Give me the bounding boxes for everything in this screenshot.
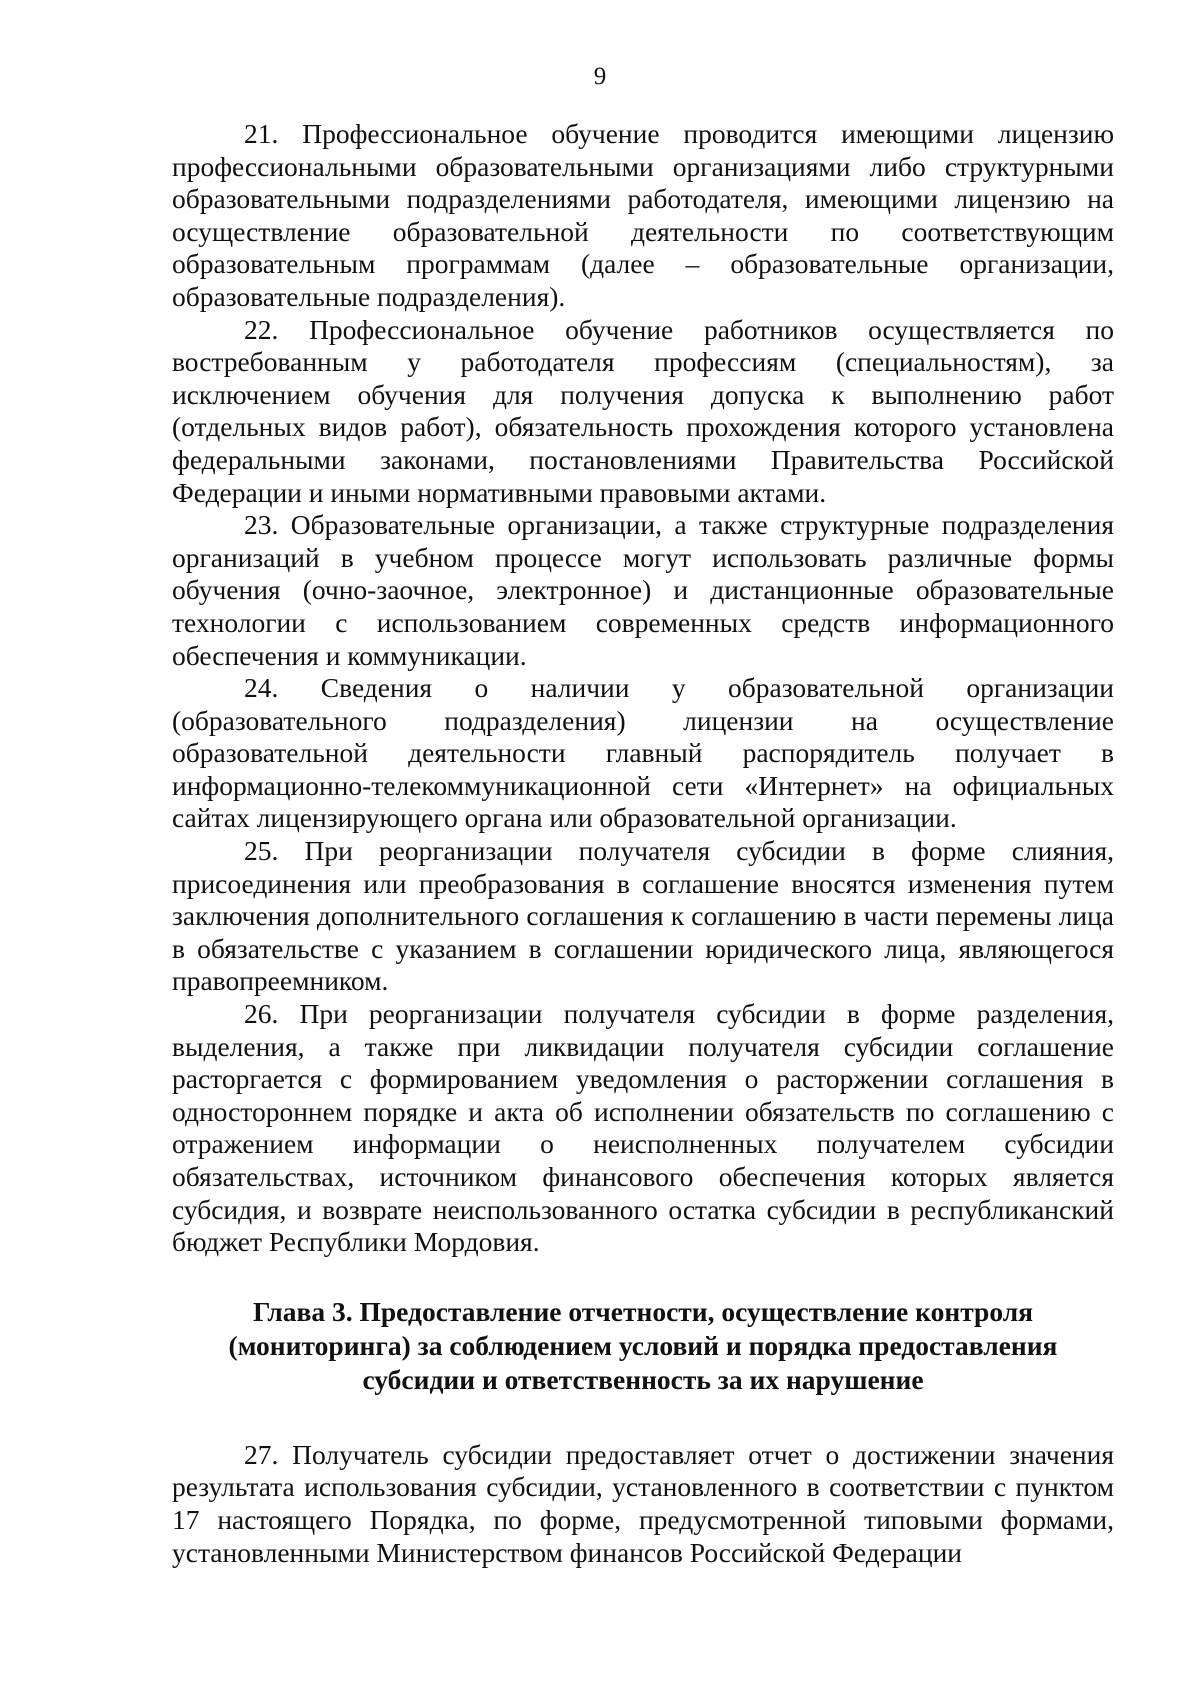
document-body <box>172 118 1114 1569</box>
page-number: 9 <box>593 63 607 90</box>
paragraph-27: 27. Получатель субсидии предоставляет отчет о достижении значения результата использования субсидии, установленного в соответствии с пунктом 17 настоящего Порядка, по форме, предусмотренной типовыми формами, установленными Министерством финансов Российской Федерации <box>172 1438 1114 1568</box>
paragraph-26: 26. При реорганизации получателя субсидии в форме разделения, выделения, а также при ликвидации получателя субсидии соглашение расторгается с формированием уведомления о расторжении соглашения в одностороннем порядке и акта об исполнении обязательств по соглашению с отражением информации о неисполненных получателем субсидии обязательствах, источником финансового обеспечения которых является субсидия, и возврате неиспользованного остатка субсидии в республиканский бюджет Республики Мордовия. <box>172 998 1114 1258</box>
spacer <box>172 1397 1114 1439</box>
paragraph-21: 21. Профессиональное обучение проводится имеющими лицензию профессиональными образовательными организациями либо структурными образовательными подразделениями работодателя, имеющими лицензию на осуществление образовательной деятельности по соответствующим образовательным программам (далее – образовательные организации, образовательные подразделения). <box>172 118 1114 312</box>
chapter-heading: Глава 3. Предоставление отчетности, осуществление контроля (мониторинга) за соблюдением условий и порядка предоставления субсидии и ответственность за их нарушение <box>228 1295 1058 1395</box>
paragraph-23: 23. Образовательные организации, а также структурные подразделения организаций в учебном процессе могут использовать различные формы обучения (очно-заочное, электронное) и дистанционные образовательные технологии с использованием современных средств информационного обеспечения и коммуникации. <box>172 509 1114 671</box>
paragraph-25: 25. При реорганизации получателя субсидии в форме слияния, присоединения или преобразования в соглашение вносятся изменения путем заключения дополнительного соглашения к соглашению в части перемены лица в обязательстве с указанием в соглашении юридического лица, являющегося правопреемником. <box>172 835 1114 997</box>
spacer <box>172 1259 1114 1295</box>
paragraph-24: 24. Сведения о наличии у образовательной организации (образовательного подразделения) лицензии на осуществление образовательной деятельности главный распорядитель получает в информационно-телекоммуникационной сети «Интернет» на официальных сайтах лицензирующего органа или образовательной организации. <box>172 672 1114 834</box>
paragraph-22: 22. Профессиональное обучение работников осуществляется по востребованным у работодателя профессиям (специальностям), за исключением обучения для получения допуска к выполнению работ (отдельных видов работ), обязательность прохождения которого установлена федеральными законами, постановлениями Правительства Российской Федерации и иными нормативными правовыми актами. <box>172 313 1114 508</box>
